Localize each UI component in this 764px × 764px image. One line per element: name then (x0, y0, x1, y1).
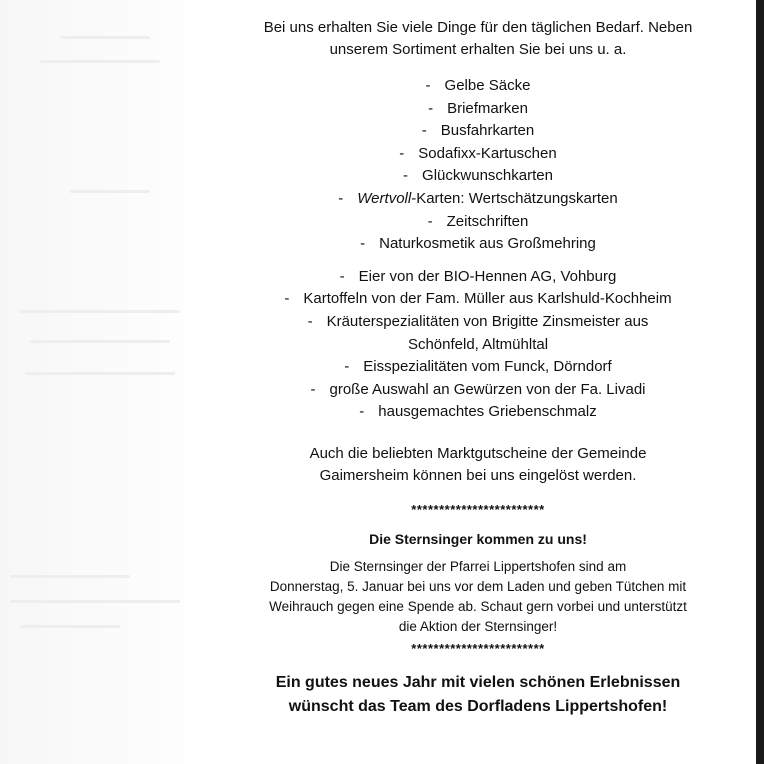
sternsinger-heading: Die Sternsinger kommen zu uns! (369, 530, 587, 547)
list-item: - Busfahrkarten (421, 122, 535, 140)
ghost-line (30, 340, 170, 343)
ghost-line (40, 60, 160, 63)
ghost-line (25, 372, 175, 375)
ghost-line (20, 310, 180, 313)
ghost-line (10, 600, 180, 603)
list-item: - Sodafixx-Kartuschen (399, 144, 557, 162)
list-item: - Kräuterspezialitäten von Brigitte Zinsmeister aus Schönfeld, Altmühltal (307, 312, 649, 353)
list-item: - hausgemachtes Griebenschmalz (359, 403, 597, 421)
intro-line: unserem Sortiment erhalten Sie bei uns u. a. (329, 41, 627, 58)
vouchers-paragraph: Auch die beliebten Marktgutscheine der Gemeinde Gaimersheim können bei uns eingelöst werden. (309, 444, 647, 484)
left-page-shadow (0, 0, 215, 764)
separator: ************************ (411, 501, 545, 517)
list-item: - Glückwunschkarten (403, 167, 553, 185)
ghost-line (10, 575, 130, 578)
regional-products-list (222, 266, 734, 424)
italic-brand: Wertvoll (357, 189, 412, 207)
ghost-line (60, 36, 150, 39)
list-item: - große Auswahl an Gewürzen von der Fa. Livadi (310, 380, 646, 398)
intro-line: Bei uns erhalten Sie viele Dinge für den täglichen Bedarf. Neben (263, 19, 693, 36)
list-item: - Naturkosmetik aus Großmehring (360, 235, 596, 253)
ghost-line (70, 190, 150, 193)
list-item: - Kartoffeln von der Fam. Müller aus Karlshuld-Kochheim (284, 290, 672, 308)
list-item: - Eier von der BIO-Hennen AG, Vohburg (339, 267, 617, 285)
intro-paragraph (222, 17, 734, 61)
list-item: - Wertvoll-Karten: Wertschätzungskarten (338, 189, 618, 207)
services-list (222, 75, 734, 256)
page-edge-bar (756, 0, 764, 764)
list-item: - Zeitschriften (427, 212, 529, 230)
closing-greeting: Ein gutes neues Jahr mit vielen schönen Erlebnissen wünscht das Team des Dorfladens Lippertshofen! (275, 673, 681, 715)
list-item: - Briefmarken (428, 99, 528, 117)
ghost-line (20, 625, 120, 628)
document-body (222, 0, 734, 719)
separator: ************************ (411, 640, 545, 656)
list-item: - Eisspezialitäten vom Funck, Dörndorf (344, 358, 612, 376)
sternsinger-paragraph: Die Sternsinger der Pfarrei Lippertshofen sind am Donnerstag, 5. Januar bei uns vor dem Laden und geben Tütchen mit Weihrauch gegen eine Spende ab. Schaut gern vorbei und unterstützt die Aktion der Sternsinger! (269, 558, 687, 634)
list-item: - Gelbe Säcke (425, 77, 531, 94)
